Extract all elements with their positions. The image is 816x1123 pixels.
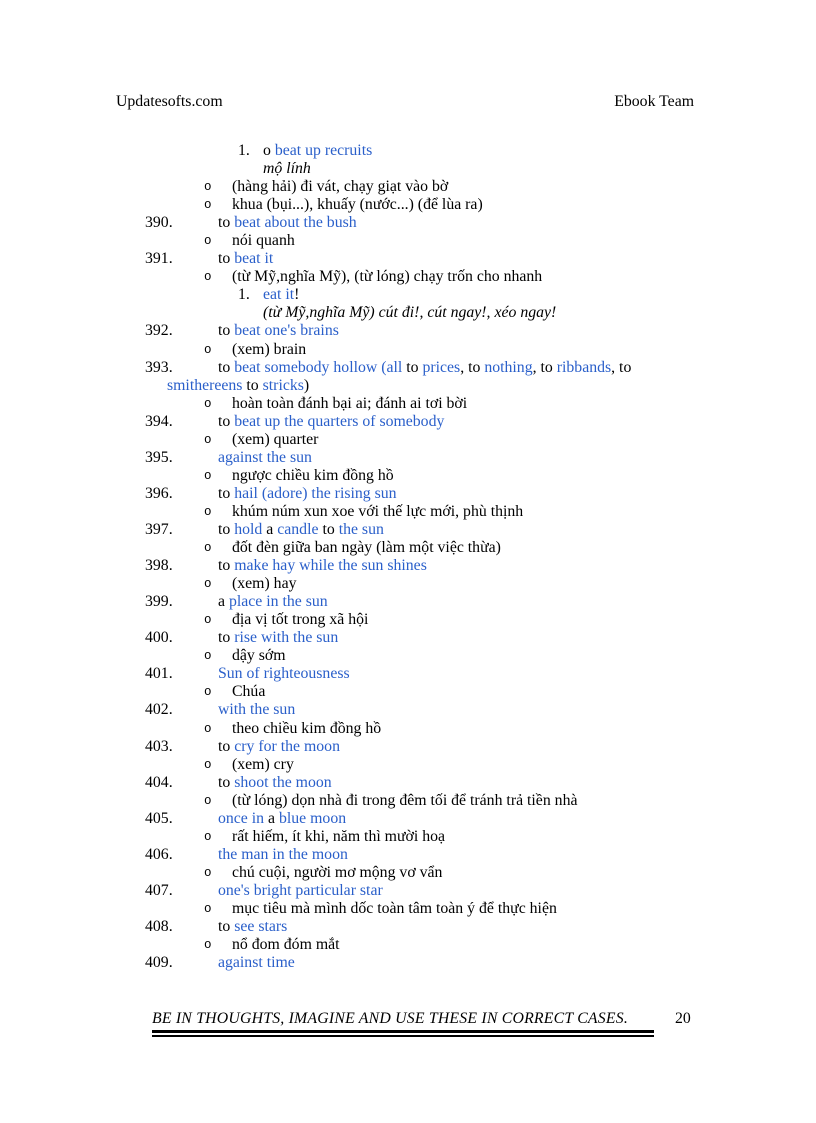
list-row — [0, 593, 816, 611]
page-number: 20 — [675, 1010, 691, 1027]
item-number: 403. — [145, 737, 173, 755]
list-row — [0, 286, 816, 304]
list-row — [0, 377, 816, 395]
plain-text: chú cuội, người mơ mộng vơ vẩn — [232, 863, 443, 881]
item-number: 391. — [145, 250, 173, 268]
item-number: 396. — [145, 484, 173, 502]
row-text — [167, 377, 309, 394]
row-text — [218, 250, 273, 267]
plain-text: dậy sớm — [232, 647, 286, 665]
row-text — [232, 196, 483, 213]
idiom-link[interactable]: beat up recruits — [274, 142, 373, 159]
bullet-marker-icon: o — [204, 613, 212, 628]
plain-text: to — [218, 737, 235, 755]
list-row — [0, 232, 816, 250]
plain-text: ngược chiều kim đồng hồ — [232, 466, 394, 484]
row-text — [263, 160, 311, 177]
row-text — [218, 882, 383, 899]
row-text — [232, 232, 295, 249]
item-number: 392. — [145, 322, 173, 340]
row-text — [218, 810, 346, 827]
plain-text: mục tiêu mà mình dốc toàn tâm toàn ý để thực hiện — [232, 899, 557, 917]
list-row — [0, 774, 816, 792]
plain-text: (xem) hay — [232, 575, 297, 593]
plain-text: đốt đèn giữa ban ngày (làm một việc thừa) — [232, 539, 501, 557]
list-row — [0, 683, 816, 701]
bullet-marker-icon: o — [204, 901, 212, 916]
bullet-marker-icon: o — [204, 468, 212, 483]
plain-text: , to — [460, 358, 485, 376]
plain-text: (từ Mỹ,nghĩa Mỹ) cút đi!, cút ngay!, xéo ngay! — [263, 304, 557, 322]
plain-text: a — [262, 520, 278, 538]
row-text — [232, 341, 306, 358]
list-row — [0, 864, 816, 882]
bullet-marker-icon: o — [204, 180, 212, 195]
item-number: 395. — [145, 448, 173, 466]
row-text — [218, 918, 287, 935]
row-text — [232, 575, 296, 592]
list-row — [0, 250, 816, 268]
row-text — [232, 503, 523, 520]
list-row — [0, 575, 816, 593]
list-row — [0, 738, 816, 756]
row-text — [232, 539, 501, 556]
bullet-marker-icon: o — [204, 198, 212, 213]
item-number: 399. — [145, 593, 173, 611]
bullet-marker-icon: o — [204, 793, 212, 808]
list-row — [0, 936, 816, 954]
row-text — [232, 178, 448, 195]
idiom-link[interactable]: rise with the sun — [234, 629, 339, 647]
idiom-link[interactable]: ribbands — [556, 358, 612, 376]
plain-text: to — [218, 214, 235, 232]
row-text — [232, 395, 467, 412]
idiom-link[interactable]: smithereens — [167, 376, 243, 394]
list-row — [0, 268, 816, 286]
idiom-link[interactable]: stricks — [262, 376, 304, 394]
item-number: 409. — [145, 954, 173, 972]
plain-text: nói quanh — [232, 232, 295, 250]
list-row — [0, 665, 816, 683]
idiom-link[interactable]: eat it — [263, 286, 295, 304]
idiom-link[interactable]: hold — [234, 520, 263, 538]
idiom-link[interactable]: beat it — [234, 250, 274, 268]
item-number: 1. — [238, 142, 250, 159]
plain-text: o — [263, 142, 275, 159]
idiom-link[interactable]: beat one's brains — [234, 322, 339, 340]
item-number: 405. — [145, 809, 173, 827]
item-number: 407. — [145, 881, 173, 899]
row-text — [218, 359, 631, 376]
row-text — [232, 720, 381, 737]
bullet-marker-icon: o — [204, 396, 212, 411]
plain-text: khúm núm xun xoe với thế lực mới, phù thịnh — [232, 502, 524, 520]
list-row — [0, 828, 816, 846]
list-row — [0, 395, 816, 413]
list-row — [0, 846, 816, 864]
bullet-marker-icon: o — [204, 432, 212, 447]
item-number: 393. — [145, 358, 173, 376]
row-text — [218, 954, 295, 971]
plain-text: (từ lóng) dọn nhà đi trong đêm tối để tránh trả tiền nhà — [232, 791, 578, 809]
plain-text: theo chiều kim đồng hồ — [232, 719, 382, 737]
footer-double-rule — [152, 1030, 654, 1037]
idiom-link[interactable]: beat up the quarters of somebody — [234, 412, 445, 430]
bullet-marker-icon: o — [204, 865, 212, 880]
list-row — [0, 485, 816, 503]
idiom-link[interactable]: the sun — [338, 520, 384, 538]
idiom-link[interactable]: prices — [422, 358, 461, 376]
idiom-link[interactable]: make hay while the sun shines — [234, 557, 427, 575]
bullet-marker-icon: o — [204, 938, 212, 953]
bullet-marker-icon: o — [204, 577, 212, 592]
plain-text: to — [218, 484, 235, 502]
idiom-link[interactable]: place in the sun — [228, 593, 328, 611]
plain-text: hoàn toàn đánh bại ai; đánh ai tơi bời — [232, 394, 468, 412]
idiom-link[interactable]: beat somebody hollow (all — [234, 358, 403, 376]
row-text — [232, 268, 542, 285]
item-number: 404. — [145, 773, 173, 791]
row-text — [232, 936, 340, 953]
idiom-link[interactable]: cry for the moon — [234, 737, 340, 755]
bullet-marker-icon: o — [204, 649, 212, 664]
idiom-link[interactable]: once in — [218, 809, 265, 827]
row-text — [263, 286, 299, 303]
row-text — [218, 774, 332, 791]
plain-text: to — [218, 773, 235, 791]
row-text — [218, 557, 427, 574]
list-row — [0, 304, 816, 322]
row-text — [218, 521, 384, 538]
row-text — [218, 629, 338, 646]
list-row — [0, 196, 816, 214]
plain-text: to — [218, 322, 235, 340]
list-row — [0, 539, 816, 557]
row-text — [232, 864, 442, 881]
idiom-link[interactable]: with the sun — [218, 701, 296, 719]
list-row — [0, 449, 816, 467]
idiom-link[interactable]: blue moon — [278, 809, 347, 827]
list-row — [0, 647, 816, 665]
plain-text: to — [218, 918, 235, 936]
list-row — [0, 214, 816, 232]
bullet-marker-icon: o — [204, 342, 212, 357]
item-number: 406. — [145, 845, 173, 863]
plain-text: khua (bụi...), khuấy (nước...) (để lùa ra) — [232, 196, 483, 214]
list-row — [0, 160, 816, 178]
plain-text: to — [218, 629, 235, 647]
plain-text: mộ lính — [263, 160, 311, 178]
plain-text: địa vị tốt trong xã hội — [232, 611, 369, 629]
plain-text: to — [318, 520, 339, 538]
plain-text: to — [218, 250, 235, 268]
list-row — [0, 882, 816, 900]
row-text — [263, 142, 372, 159]
footer-motto: BE IN THOUGHTS, IMAGINE AND USE THESE IN CORRECT CASES. — [152, 1010, 628, 1027]
idiom-link[interactable]: candle — [277, 520, 319, 538]
page-header — [116, 93, 694, 111]
plain-text: nổ đom đóm mắt — [232, 936, 340, 954]
item-number: 400. — [145, 629, 173, 647]
plain-text: ! — [294, 286, 300, 304]
plain-text: (xem) brain — [232, 340, 307, 358]
list-row — [0, 341, 816, 359]
row-text — [218, 214, 357, 231]
bullet-marker-icon: o — [204, 234, 212, 249]
item-number: 401. — [145, 665, 173, 683]
row-text — [218, 701, 295, 718]
plain-text: to — [218, 557, 235, 575]
plain-text: ) — [303, 376, 310, 394]
row-text — [218, 449, 312, 466]
plain-text: to — [242, 376, 263, 394]
row-text — [232, 828, 445, 845]
idiom-link[interactable]: nothing — [484, 358, 533, 376]
plain-text: , to — [532, 358, 557, 376]
list-row — [0, 900, 816, 918]
list-row — [0, 142, 816, 160]
item-number: 397. — [145, 520, 173, 538]
list-row — [0, 413, 816, 431]
list-row — [0, 611, 816, 629]
item-number: 390. — [145, 214, 173, 232]
plain-text: (xem) quarter — [232, 430, 319, 448]
bullet-marker-icon: o — [204, 757, 212, 772]
bullet-marker-icon: o — [204, 721, 212, 736]
row-text — [232, 900, 557, 917]
row-text — [218, 665, 350, 682]
plain-text: rất hiếm, ít khi, năm thì mười hoạ — [232, 827, 446, 845]
idiom-link[interactable]: beat about the bush — [234, 214, 357, 232]
row-text — [218, 413, 444, 430]
header-right-text: Ebook Team — [614, 93, 694, 110]
row-text — [232, 756, 294, 773]
list-row — [0, 521, 816, 539]
row-text — [232, 431, 318, 448]
bullet-marker-icon: o — [204, 504, 212, 519]
idiom-link[interactable]: against the sun — [218, 448, 312, 466]
plain-text: to — [218, 412, 235, 430]
item-number: 398. — [145, 557, 173, 575]
idiom-link[interactable]: one's bright particular star — [218, 881, 383, 899]
idiom-link[interactable]: shoot the moon — [234, 773, 332, 791]
list-row — [0, 467, 816, 485]
plain-text: to — [402, 358, 423, 376]
plain-text: (xem) cry — [232, 755, 294, 773]
list-row — [0, 810, 816, 828]
list-row — [0, 557, 816, 575]
row-text — [263, 304, 556, 321]
list-row — [0, 359, 816, 377]
plain-text: (từ Mỹ,nghĩa Mỹ), (từ lóng) chạy trốn cho nhanh — [232, 268, 543, 286]
row-text — [232, 467, 394, 484]
row-text — [232, 683, 265, 700]
page-footer — [0, 1010, 816, 1050]
list-row — [0, 756, 816, 774]
row-text — [232, 792, 577, 809]
idiom-list — [0, 142, 816, 972]
plain-text: a — [218, 593, 229, 611]
plain-text: (hàng hải) đi vát, chạy giạt vào bờ — [232, 178, 449, 196]
row-text — [232, 611, 368, 628]
list-row — [0, 720, 816, 738]
row-text — [218, 485, 397, 502]
idiom-link[interactable]: the man in the moon — [218, 845, 348, 863]
list-row — [0, 792, 816, 810]
bullet-marker-icon: o — [204, 829, 212, 844]
row-text — [218, 846, 348, 863]
idiom-link[interactable]: Sun of righteousness — [218, 665, 350, 683]
list-row — [0, 431, 816, 449]
row-text — [218, 322, 339, 339]
header-left-text: Updatesofts.com — [116, 93, 223, 110]
item-number: 402. — [145, 701, 173, 719]
list-row — [0, 503, 816, 521]
list-row — [0, 178, 816, 196]
list-row — [0, 322, 816, 340]
row-text — [218, 738, 340, 755]
list-row — [0, 629, 816, 647]
item-number: 1. — [238, 286, 250, 304]
bullet-marker-icon: o — [204, 270, 212, 285]
list-row — [0, 954, 816, 972]
idiom-link[interactable]: against time — [218, 954, 295, 972]
row-text — [232, 647, 286, 664]
plain-text: to — [218, 358, 235, 376]
plain-text: to — [218, 520, 235, 538]
bullet-marker-icon: o — [204, 541, 212, 556]
row-text — [218, 593, 328, 610]
list-row — [0, 701, 816, 719]
idiom-link[interactable]: hail (adore) the rising sun — [234, 484, 397, 502]
item-number: 408. — [145, 918, 173, 936]
plain-text: Chúa — [232, 683, 266, 701]
idiom-link[interactable]: see stars — [234, 918, 288, 936]
plain-text: a — [264, 809, 279, 827]
bullet-marker-icon: o — [204, 685, 212, 700]
list-row — [0, 918, 816, 936]
plain-text: , to — [611, 358, 632, 376]
item-number: 394. — [145, 412, 173, 430]
